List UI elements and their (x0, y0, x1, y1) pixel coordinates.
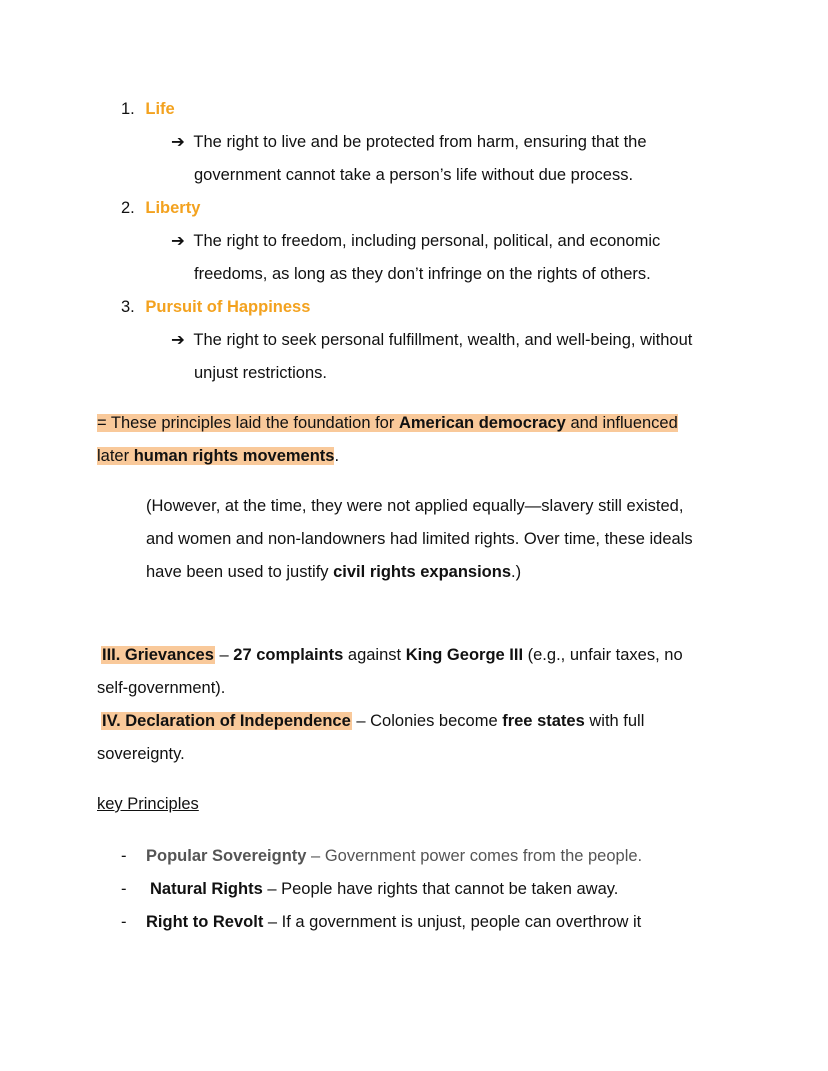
right-description-text: The right to freedom, including personal, political, and economic (193, 232, 661, 250)
declaration-line-1 (101, 710, 644, 732)
right-description-line: unjust restrictions. (194, 364, 327, 382)
note-line: (However, at the time, they were not applied equally—slavery still existed, (146, 497, 684, 515)
summary-bold: human rights movements (133, 447, 335, 465)
summary-line-1 (97, 412, 678, 434)
section-bold: King George III (405, 646, 524, 664)
right-title: Liberty (145, 199, 201, 217)
list-number: 2. (121, 199, 135, 217)
section-heading: IV. Declaration of Independence (102, 712, 351, 730)
section-text: – Colonies become (351, 712, 503, 730)
principle-item (150, 878, 618, 900)
arrow-icon: ➔ (171, 232, 185, 250)
note-line (146, 561, 521, 583)
note-text: have been used to justify (146, 563, 334, 581)
declaration-line-2: sovereignty. (97, 745, 185, 763)
principle-desc: – Government power comes from the people. (306, 847, 643, 865)
section-bold: 27 complaints (233, 646, 344, 664)
summary-line-2 (97, 445, 339, 467)
note-bold: civil rights expansions (333, 563, 512, 581)
right-title: Life (145, 100, 175, 118)
list-item-life (121, 98, 175, 120)
section-text: (e.g., unfair taxes, no (523, 646, 683, 664)
right-description-line: government cannot take a person’s life without due process. (194, 166, 634, 184)
principle-bullet: - (121, 880, 127, 898)
right-description-line (171, 230, 660, 252)
list-item-pursuit-of-happiness (121, 296, 310, 318)
principle-term: Popular Sovereignty (146, 847, 307, 865)
summary-text: later (97, 447, 134, 465)
section-text: with full (584, 712, 645, 730)
grievances-line-1 (101, 644, 683, 666)
section-text: against (343, 646, 406, 664)
summary-bold: American democracy (398, 414, 566, 432)
list-item-liberty (121, 197, 200, 219)
grievances-line-2: self-government). (97, 679, 226, 697)
list-number: 3. (121, 298, 135, 316)
summary-text: = These principles laid the foundation for (97, 414, 399, 432)
right-description-text: The right to live and be protected from harm, ensuring that the (193, 133, 647, 151)
section-heading: III. Grievances (102, 646, 214, 664)
section-text: – (214, 646, 234, 664)
summary-text: . (334, 447, 340, 465)
principle-desc: – People have rights that cannot be taken away. (262, 880, 619, 898)
section-bold: free states (502, 712, 585, 730)
principle-item (146, 911, 641, 933)
right-description-line: freedoms, as long as they don’t infringe on the rights of others. (194, 265, 651, 283)
right-title: Pursuit of Happiness (145, 298, 311, 316)
key-principles-heading: key Principles (97, 795, 199, 813)
principle-item (146, 845, 642, 867)
principle-bullet: - (121, 847, 127, 865)
note-line: and women and non-landowners had limited rights. Over time, these ideals (146, 530, 693, 548)
principle-bullet: - (121, 913, 127, 931)
list-number: 1. (121, 100, 135, 118)
arrow-icon: ➔ (171, 133, 185, 151)
principle-term: Right to Revolt (146, 913, 264, 931)
arrow-icon: ➔ (171, 331, 185, 349)
principle-desc: – If a government is unjust, people can overthrow it (263, 913, 642, 931)
right-description-line (171, 131, 647, 153)
principle-term: Natural Rights (150, 880, 263, 898)
note-text: .) (511, 563, 522, 581)
summary-text: and influenced (565, 414, 678, 432)
right-description-text: The right to seek personal fulfillment, wealth, and well-being, without (193, 331, 693, 349)
right-description-line (171, 329, 692, 351)
